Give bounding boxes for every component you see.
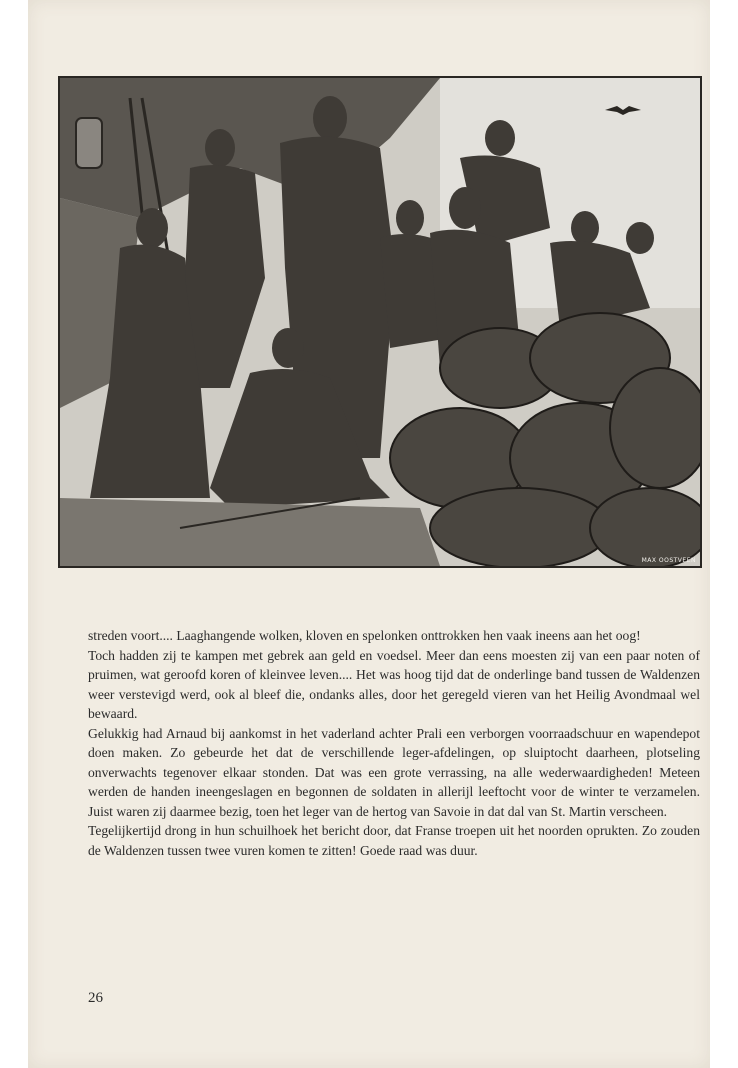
artist-signature: MAX OOSTVEEN [641, 557, 696, 564]
illustration-drawing [60, 78, 700, 566]
paragraph: streden voort.... Laaghangende wolken, kloven en spelonken onttrokken hen vaak ineens aan het oog! [88, 628, 641, 643]
page-number: 26 [88, 990, 103, 1006]
illustration [58, 76, 702, 568]
book-page [28, 0, 710, 1068]
paragraph: Tegelijkertijd drong in hun schuilhoek het bericht door, dat Franse troepen uit het noorden oprukten. Zo zouden de Waldenzen tussen twee vuren komen te zitten! Goede raad was duur. [88, 823, 700, 858]
paragraph: Toch hadden zij te kampen met gebrek aan geld en voedsel. Meer dan eens moesten zij van een paar noten of pruimen, wat geroofd koren of kleinvee leven.... Het was hoog tijd dat de onderlinge band tussen de Waldenzen weer verstevigd werd, ook al bleef die, ondanks alles, door het geregeld vieren van het Heilig Avondmaal wel bewaard. [88, 647, 700, 721]
body-text [88, 626, 700, 860]
paragraph: Gelukkig had Arnaud bij aankomst in het vaderland achter Prali een verborgen voorraadschuur en wapendepot doen maken. Zo gebeurde het dat de verschillende leger-afdelingen, op sluiptocht daarheen, plotseling onverwachts tegenover elkaar stonden. Dat was een grote verrassing, na alle wederwaardigheden! Meteen werden de handen ineengeslagen en begonnen de soldaten in allerijl leeftocht voor de winter te verzamelen. Juist waren zij daarmee bezig, toen het leger van de hertog van Savoie in dat dal van St. Martin verscheen. [88, 725, 700, 819]
